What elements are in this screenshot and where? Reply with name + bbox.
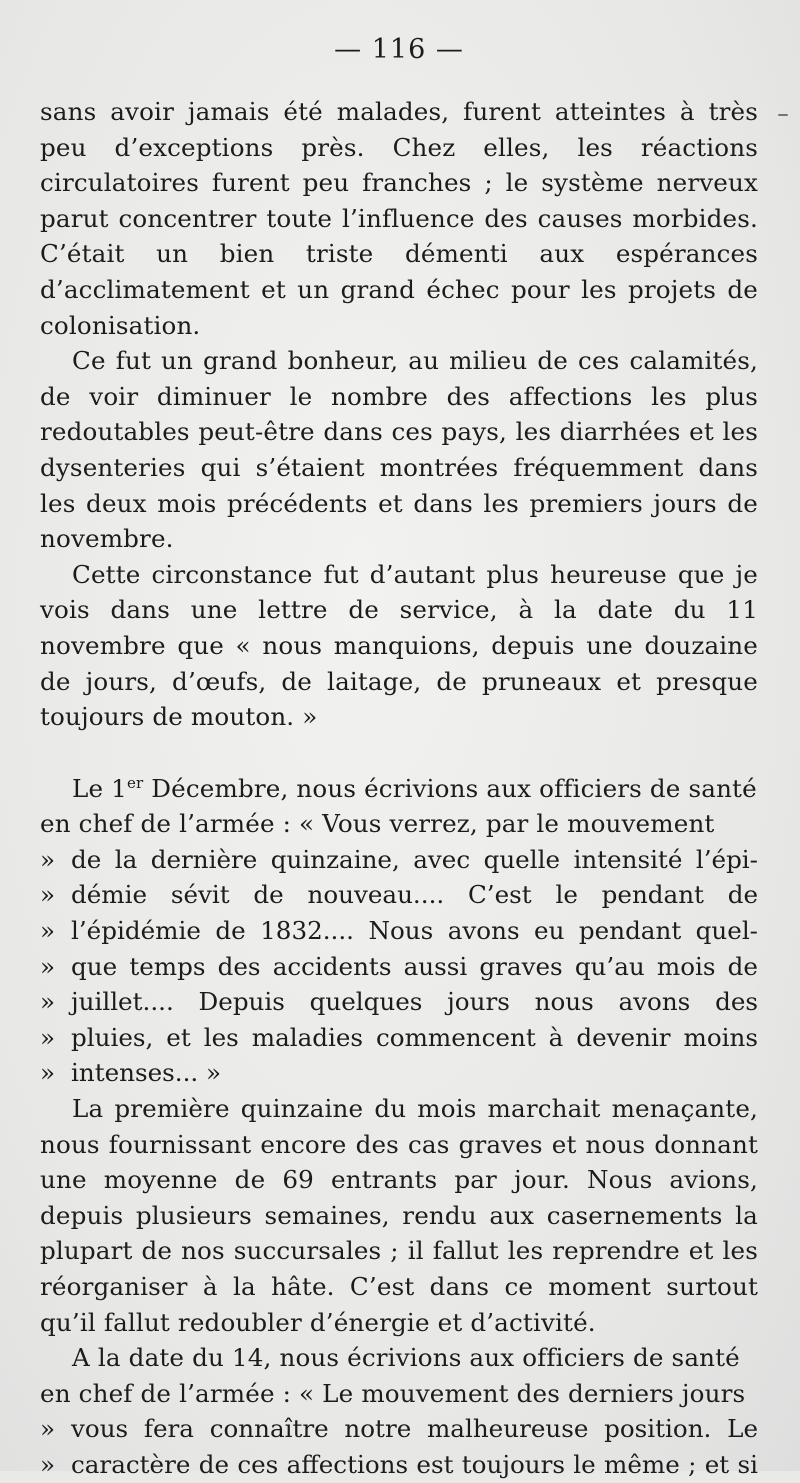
- quote-line-text: démie sévit de nouveau.... C’est le pendant de: [71, 880, 758, 910]
- quote-line: [40, 877, 758, 913]
- paragraph-calamities: Ce fut un grand bonheur, au milieu de ces calamités, de voir diminuer le nombre des affections les plus redoutables peut-être dans ces pays, les diarrhées et les dysenteries qui s’étaient montrées fréquemment dans les deux mois précédents et dans les premiers jours de novembre.: [40, 346, 758, 554]
- letter-fourteenth: [40, 1340, 758, 1482]
- ordinal-suffix: er: [126, 773, 144, 792]
- quote-line: [40, 984, 758, 1020]
- print-speck: [778, 114, 788, 116]
- letter-fourteenth-intro: A la date du 14, nous écrivions aux officiers de santé: [72, 1343, 740, 1373]
- quote-line-text: juillet.... Depuis quelques jours nous avons des: [71, 987, 758, 1017]
- letter-december: [40, 771, 758, 1091]
- quote-line-text: de la dernière quinzaine, avec quelle intensité l’épi-: [71, 844, 758, 874]
- quote-marker: »: [40, 880, 56, 910]
- letter-fourteenth-intro-line2: en chef de l’armée : « Le mouvement des derniers jours: [40, 1378, 746, 1408]
- quote-line-text: caractère de ces affections est toujours le même ; et si: [71, 1449, 758, 1479]
- paragraph-circumstance: Cette circonstance fut d’autant plus heureuse que je vois dans une lettre de service, à la date du 11 novembre que « nous manquions, depuis une douzaine de jours, d’œufs, de laitage, de pruneaux et presque toujours de mouton. »: [40, 559, 758, 732]
- quote-line-text: intenses... »: [71, 1058, 222, 1088]
- quote-marker: »: [40, 1449, 56, 1479]
- quote-line-text: l’épidémie de 1832.... Nous avons eu pendant quel-: [71, 916, 758, 946]
- quote-marker: »: [40, 1414, 56, 1444]
- letter-fourteenth-quote: [40, 1411, 758, 1482]
- quote-line-text: vous fera connaître notre malheureuse position. Le: [71, 1414, 758, 1444]
- quote-line: [40, 949, 758, 985]
- quote-marker: »: [40, 1058, 56, 1088]
- quote-line-text: que temps des accidents aussi graves qu’au mois de: [71, 951, 758, 981]
- letter-december-quote: [40, 842, 758, 1091]
- intro-text: Décembre, nous écrivions aux officiers de santé: [143, 773, 757, 803]
- quote-line: [40, 842, 758, 878]
- paragraph-first-fortnight: La première quinzaine du mois marchait menaçante, nous fournissant encore des cas graves et nous donnant une moyenne de 69 entrants par jour. Nous avions, depuis plusieurs semaines, rendu aux casernements la plupart de nos succursales ; il fallut les reprendre et les réorganiser à la hâte. C’est dans ce moment surtout qu’il fallut redoubler d’énergie et d’activité.: [40, 1094, 758, 1337]
- letter-december-intro: [40, 771, 758, 807]
- quote-marker: »: [40, 844, 56, 874]
- paragraph-continuation: sans avoir jamais été malades, furent atteintes à très peu d’exceptions près. Chez elles, les réactions circulatoires furent peu franches ; le système nerveux parut concentrer toute l’influence des causes morbides. C’était un bien triste démenti aux espérances d’acclimatement et un grand échec pour les projets de colonisation.: [40, 97, 758, 340]
- page-number: — 116 —: [334, 34, 464, 65]
- quote-marker: »: [40, 1022, 56, 1052]
- quote-line: [40, 913, 758, 949]
- quote-marker: »: [40, 987, 56, 1017]
- quote-line: [40, 1020, 758, 1056]
- letter-december-intro-line2: en chef de l’armée : « Vous verrez, par le mouvement: [40, 809, 715, 839]
- quote-line: [40, 1411, 758, 1447]
- quote-line: [40, 1055, 758, 1091]
- quote-marker: »: [40, 951, 56, 981]
- quote-line: [40, 1447, 758, 1483]
- intro-date-prefix: Le 1: [72, 773, 127, 803]
- quote-line-text: pluies, et les maladies commencent à devenir moins: [71, 1022, 758, 1052]
- quote-marker: »: [40, 916, 56, 946]
